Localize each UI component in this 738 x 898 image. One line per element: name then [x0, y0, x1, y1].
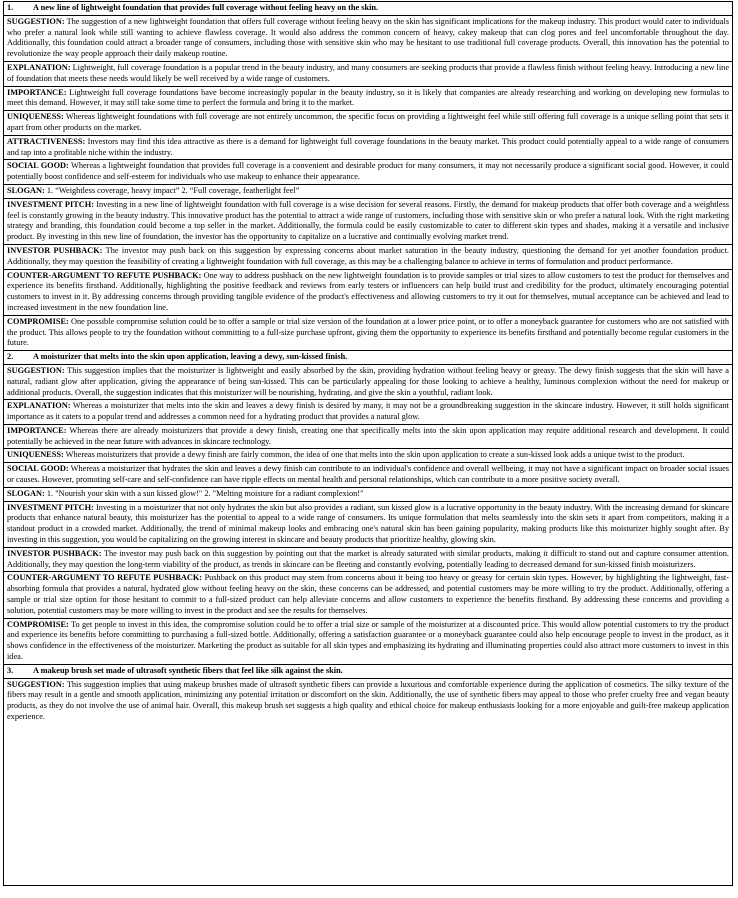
- item-number: 2.: [7, 352, 14, 362]
- section-label: EXPLANATION:: [7, 62, 71, 72]
- section-row: [4, 199, 732, 245]
- section-text: 1. “Weightless coverage, heavy impact” 2. “Full coverage, featherlight feel”: [46, 185, 300, 195]
- section-label: IMPORTANCE:: [7, 425, 67, 435]
- section-label: SUGGESTION:: [7, 16, 65, 26]
- section-row: [4, 87, 732, 112]
- section-label: UNIQUENESS:: [7, 112, 64, 122]
- section-text: Pushback on this product may stem from concerns about it being too heavy or greasy for certain skin types. However, by highlighting the lightweight, fast-absorbing formula that provides a natural, hydrated glow without feeling heavy on the skin, these concerns can be addressed, and potential customers may be more willing to try the product. Additionally, offering a sample or trial size option for those hesitant to commit to a full-sized product can help alleviate concerns and allow customers to experience the benefits firsthand. By addressing these concerns and providing a solution, potential customers may be more willing to invest in the product and see the results for themselves.: [7, 573, 729, 615]
- section-text: Whereas moisturizers that provide a dewy finish are fairly common, the idea of one that melts into the skin upon application to create a sun-kissed look adds a unique twist to the product.: [65, 450, 685, 460]
- section-row: [4, 160, 732, 185]
- section-label: COUNTER-ARGUMENT TO REFUTE PUSHBACK:: [7, 573, 203, 583]
- item-title: A new line of lightweight foundation that provides full coverage without feeling heavy on the skin.: [33, 3, 379, 12]
- section-row: [4, 16, 732, 62]
- section-text: To get people to invest in this idea, the compromise solution could be to offer a trial size or sample of the moisturizer at a discounted price. This would allow potential customers to try the product and experience its benefits before committing to purchasing a full-sized bottle. Additionally, offering a satisfaction guarantee or a moneyback guarantee could also help encourage people to invest in the product, as it shows confidence in the effectiveness of the moisturizer. Marketing the product as suitable for all skin types and emphasizing its hydrating and illuminating properties could also attract more customers to invest in this idea.: [7, 619, 729, 662]
- section-text: Whereas lightweight foundations with full coverage are not entirely uncommon, the specific focus on providing a lightweight feel while still offering full coverage is a unique selling point that sets it apart from other products on the market.: [7, 112, 729, 132]
- section-text: Lightweight, full coverage foundation is a popular trend in the beauty industry, and many consumers are seeking products that provide a flawless finish without feeling heavy. Introducing a new line of foundation that meets these needs would likely be well received by a wide range of customers.: [7, 62, 729, 83]
- section-label: COMPROMISE:: [7, 316, 69, 326]
- item-title: A moisturizer that melts into the skin upon application, leaving a dewy, sun-kissed finish.: [33, 352, 348, 362]
- section-row: [4, 463, 732, 488]
- section-text: Whereas a lightweight foundation that provides full coverage is a convenient and desirable product for many consumers, it may not necessarily produce a significant social good. However, it could potentially boost confidence and self-esteem for individuals who use makeup to enhance their appearance.: [7, 161, 729, 182]
- section-row: [4, 245, 732, 270]
- section-text: Whereas a moisturizer that hydrates the skin and leaves a dewy finish can contribute to an individual's confidence and overall wellbeing, it may not have a significant impact on broader social issues or causes. However, promoting self-care and self-confidence can have ripple effects on mental health and personal relationships, which can contribute to a more positive society overall.: [7, 464, 729, 485]
- section-row: [4, 185, 732, 199]
- section-row: [4, 425, 732, 450]
- section-text: Whereas a moisturizer that melts into the skin and leaves a dewy finish is desired by many, it may not be a groundbreaking suggestion in the skincare industry. However, it still holds significant importance as it caters to a popular trend and addresses a common need for a hydrating product that provides a natural glow.: [7, 401, 729, 422]
- section-row: [4, 619, 732, 665]
- document-table: [3, 1, 733, 886]
- section-label: INVESTMENT PITCH:: [7, 502, 94, 512]
- section-text: Investing in a new line of lightweight foundation with full coverage is a wise decision for several reasons. Firstly, the demand for makeup products that offer both coverage and a weightless feel is constantly growing in the beauty industry. This innovative product has the potential to attract a wide range of customers, including those with sensitive skin or who prefer a natural look. With the right marketing strategy and branding, this foundation could become a top seller in the market. Additionally, the formula could be easily customizable to cater to different skin types and shades, making it a versatile and inclusive product. By investing in this new line of foundation, the investor has the opportunity to capitalize on a lucrative and continually evolving market trend.: [7, 199, 730, 242]
- section-label: SUGGESTION:: [7, 365, 65, 375]
- item-heading: [4, 2, 732, 16]
- item-heading: [4, 665, 732, 679]
- section-text: Investing in a moisturizer that not only hydrates the skin but also provides a radiant, sun kissed glow is a lucrative opportunity in the beauty industry. With the increasing demand for skincare products that enhance natural beauty, this moisturizer has the potential to appeal to a wide range of consumers. Its unique formulation that melts seamlessly into the skin sets it apart from competitors, making it a standout product in a crowded market. Additionally, the trend of minimal makeup looks and embracing one's natural skin has been gaining popularity, making products like this moisturizer highly sought after. By investing in this suggestion, you would be capitalizing on the growing interest in skincare and beauty products that prioritize healthy, glowing skin.: [7, 502, 730, 545]
- section-row: [4, 111, 732, 136]
- item-number: 1.: [7, 3, 14, 12]
- section-label: INVESTOR PUSHBACK:: [7, 548, 102, 558]
- section-row: [4, 136, 732, 161]
- section-row: [4, 679, 732, 724]
- section-text: This suggestion implies that the moisturizer is lightweight and easily absorbed by the skin, providing hydration without feeling heavy or greasy. The dewy finish suggests that the skin will have a natural, radiant glow after application, giving the appearance of being sun-kissed. This can be particularly appealing for those looking to achieve a healthy, luminous complexion without the need for makeup or additional products. Overall, the suggestion indicates that this moisturizer will be nourishing, hydrating, and give the skin a youthful, radiant look.: [7, 365, 729, 397]
- item-title: A makeup brush set made of ultrasoft synthetic fibers that feel like silk against the skin.: [33, 665, 343, 675]
- section-label: INVESTMENT PITCH:: [7, 199, 94, 209]
- section-label: COUNTER-ARGUMENT TO REFUTE PUSHBACK:: [7, 270, 202, 280]
- section-text: One way to address pushback on the new lightweight foundation is to provide samples or trial sizes to allow customers to test the product for themselves and experience its benefits firsthand. Additionally, highlighting the positive feedback and reviews from early testers or influencers can help build trust and credibility for the product, ultimately encouraging potential customers to invest in it. By addressing concerns through providing tangible evidence of the product's effectiveness and allowing customers to try it out for themselves, mutual acceptance can be achieved and lead to increased investment in the new foundation line.: [7, 270, 730, 312]
- section-label: IMPORTANCE:: [7, 87, 67, 97]
- section-label: SLOGAN:: [7, 185, 45, 195]
- item-heading: [4, 351, 732, 365]
- section-row: [4, 316, 732, 351]
- section-row: [4, 572, 732, 618]
- section-text: Investors may find this idea attractive as there is a demand for lightweight full coverage foundations in the beauty market. This product could potentially appeal to a wide range of consumers and tap into a profitable niche within the industry.: [7, 136, 729, 157]
- section-label: EXPLANATION:: [7, 401, 71, 411]
- section-row: [4, 449, 732, 463]
- section-text: Whereas there are already moisturizers that provide a dewy finish, creating one that specifically melts into the skin upon application may require additional research and development. It could potentially be achieved in the near future with advances in skincare technology.: [7, 425, 729, 446]
- section-label: SOCIAL GOOD:: [7, 464, 69, 474]
- section-text: This suggestion implies that using makeup brushes made of ultrasoft synthetic fibers can provide a luxurious and comfortable experience during the application of cosmetics. The silky texture of the fibers may result in a gentle and smooth application, minimizing any potential irritation or discomfort on the skin. Additionally, the use of synthetic fibers may appeal to those who prefer cruelty free and vegan beauty products, as they do not involve the use of animal hair. Overall, this makeup brush set suggests a high quality and ethical choice for makeup enthusiasts looking for a more enjoyable and guilt-free makeup application experience.: [7, 679, 729, 722]
- section-row: [4, 400, 732, 425]
- item-number: 3.: [7, 665, 14, 675]
- section-row: [4, 365, 732, 400]
- section-label: UNIQUENESS:: [7, 450, 64, 460]
- section-row: [4, 502, 732, 548]
- section-row: [4, 270, 732, 316]
- section-label: ATTRACTIVENESS:: [7, 136, 86, 146]
- section-text: The suggestion of a new lightweight foundation that offers full coverage without feeling heavy on the skin has significant implications for the makeup industry. This product would cater to individuals who prefer a natural look while still wanting to achieve flawless coverage. It would also address the common concern of heavy, cakey makeup that can clog pores and feel uncomfortable throughout the day. Additionally, this foundation could attract a broader range of consumers, including those with sensitive skin who may be hesitant to use traditional full coverage products. Overall, this innovation has the potential to revolutionize the way people approach their daily makeup routine.: [7, 16, 729, 59]
- section-label: SOCIAL GOOD:: [7, 161, 69, 171]
- section-label: SLOGAN:: [7, 488, 45, 498]
- section-label: INVESTOR PUSHBACK:: [7, 245, 103, 255]
- section-row: [4, 488, 732, 502]
- section-row: [4, 62, 732, 87]
- section-row: [4, 548, 732, 573]
- section-text: The investor may push back on this suggestion by pointing out that the market is already saturated with similar products, making it difficult to stand out and capture consumer attention. Additionally, they may question the long-term viability of the product, as trends in skincare can be fleeting and constantly evolving, potentially leading to decreased demand for sun-kissed finish moisturizers.: [7, 548, 729, 569]
- section-label: COMPROMISE:: [7, 619, 69, 629]
- section-label: SUGGESTION:: [7, 679, 65, 689]
- section-text: The investor may push back on this suggestion by expressing concerns about market saturation in the beauty industry, questioning the demand for yet another foundation product. Additionally, they may question the feasibility of creating a lightweight foundation with full coverage, as this may be a challenging balance to achieve in terms of formulation and product performance.: [7, 245, 729, 266]
- section-text: Lightweight full coverage foundations have become increasingly popular in the beauty industry, so it is likely that companies are already researching and working on developing new formulas to meet this demand. However, it may still take some time to perfect the formula and bring it to the market.: [7, 87, 730, 108]
- section-text: 1. "Nourish your skin with a sun kissed glow!" 2. "Melting moisture for a radiant complexion!": [46, 488, 364, 498]
- section-text: One possible compromise solution could be to offer a sample or trial size version of the foundation at a lower price point, or to offer a moneyback guarantee for customers who are not satisfied with the product. This allows people to try the foundation without committing to a full-size purchase upfront, giving them the opportunity to experience its benefits firsthand and potentially become regular customers in the future.: [7, 316, 729, 348]
